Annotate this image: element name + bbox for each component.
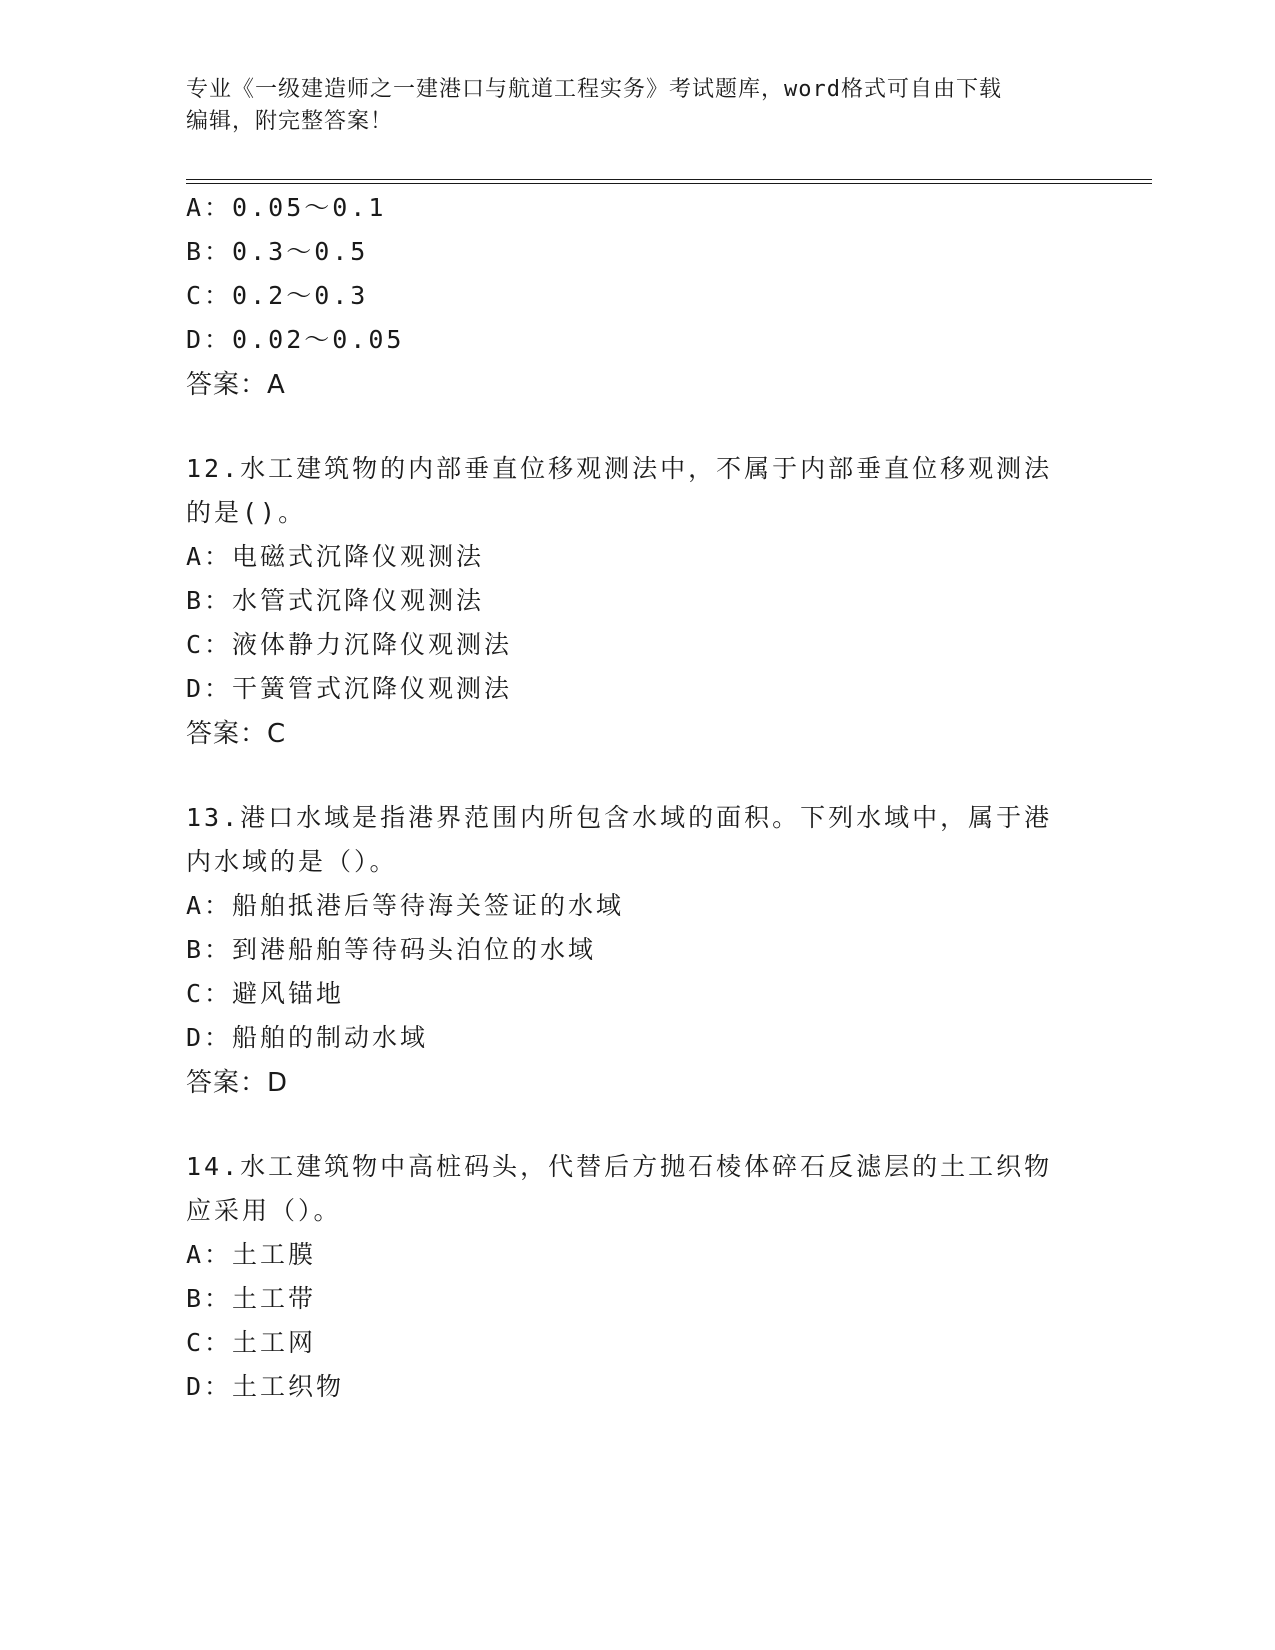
q13-option-d: D：船舶的制动水域 [186, 1023, 429, 1052]
header-divider-bottom [186, 183, 1152, 184]
q14-option-a: A：土工膜 [186, 1240, 317, 1269]
q14-stem-line-2: 应采用（）。 [186, 1196, 342, 1225]
q12-option-c: C：液体静力沉降仪观测法 [186, 630, 513, 659]
document-header [186, 74, 1086, 138]
header-line-2: 编辑，附完整答案！ [186, 109, 394, 134]
q14-option-c: C：土工网 [186, 1328, 317, 1357]
q12-answer: 答案：C [186, 719, 287, 749]
q12-stem-line-2: 的是()。 [186, 498, 307, 527]
q13-stem-line-2: 内水域的是（）。 [186, 847, 398, 876]
q12-option-b: B：水管式沉降仪观测法 [186, 586, 485, 615]
q14-stem-line-1: 14.水工建筑物中高桩码头，代替后方抛石棱体碎石反滤层的土工织物 [186, 1152, 1053, 1181]
q11-option-b: B：0.3～0.5 [186, 237, 369, 266]
q11-option-d: D：0.02～0.05 [186, 325, 405, 354]
q13-option-c: C：避风锚地 [186, 979, 345, 1008]
header-line-1: 专业《一级建造师之一建港口与航道工程实务》考试题库，word格式可自由下载 [186, 77, 1002, 102]
q11-answer: 答案：A [186, 370, 286, 400]
q13-option-a: A：船舶抵港后等待海关签证的水域 [186, 891, 625, 920]
q11-option-c: C：0.2～0.3 [186, 281, 369, 310]
q12-option-d: D：干簧管式沉降仪观测法 [186, 674, 513, 703]
header-divider-top [186, 179, 1152, 180]
q11-option-a: A：0.05～0.1 [186, 193, 387, 222]
q14-option-d: D：土工织物 [186, 1372, 345, 1401]
q14-option-b: B：土工带 [186, 1284, 317, 1313]
q13-option-b: B：到港船舶等待码头泊位的水域 [186, 935, 597, 964]
q12-option-a: A：电磁式沉降仪观测法 [186, 542, 485, 571]
q12-stem-line-1: 12.水工建筑物的内部垂直位移观测法中，不属于内部垂直位移观测法 [186, 454, 1053, 483]
q13-answer: 答案：D [186, 1068, 289, 1098]
q13-stem-line-1: 13.港口水域是指港界范围内所包含水域的面积。下列水域中，属于港 [186, 803, 1053, 832]
